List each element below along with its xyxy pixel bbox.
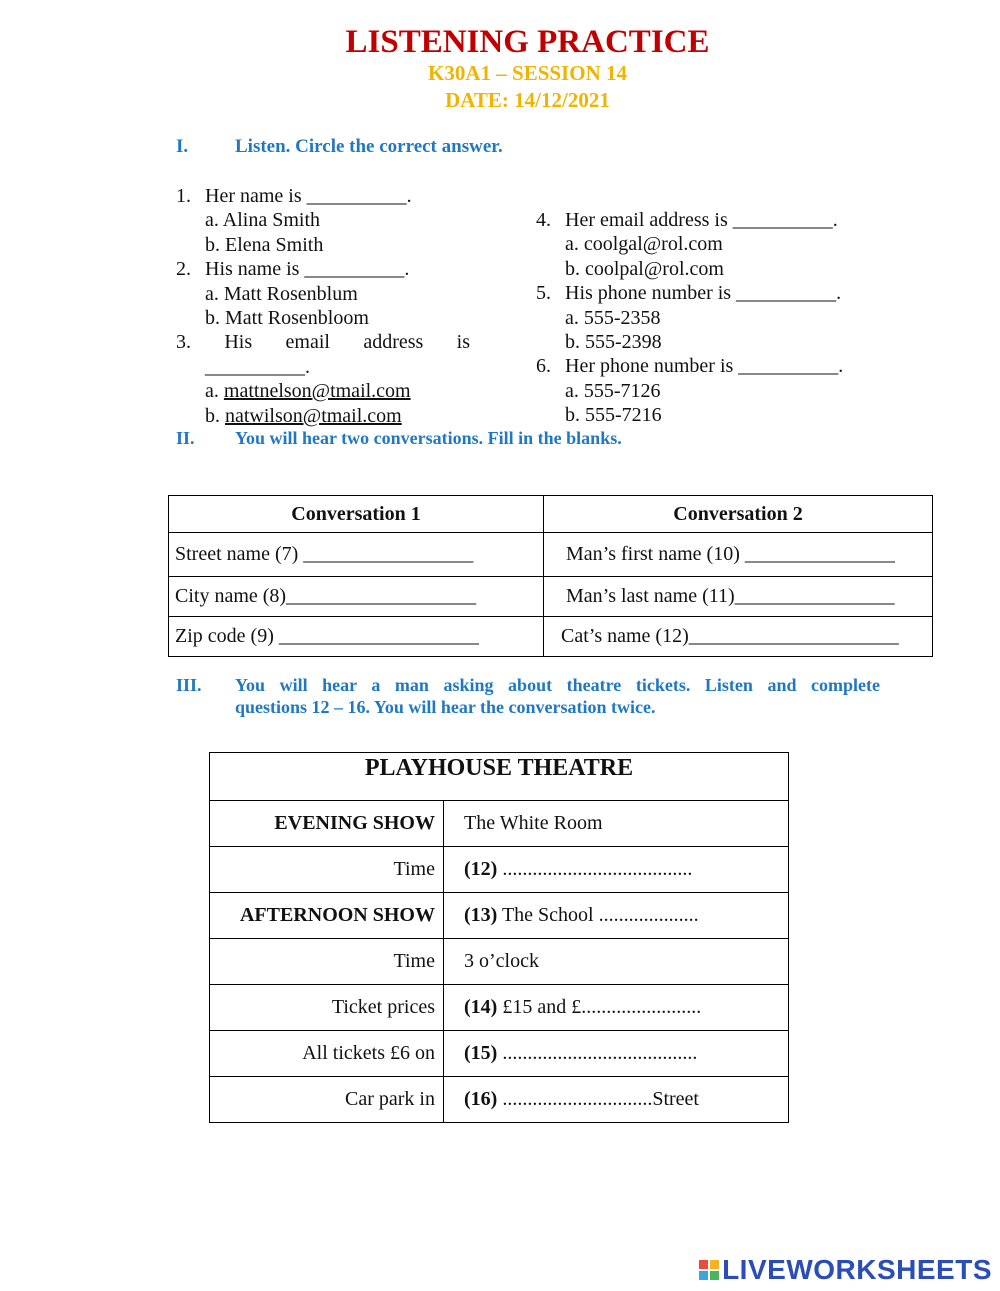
logo-blocks-icon	[699, 1260, 719, 1280]
answer-12-field[interactable]	[444, 847, 789, 893]
q3-option-b-email: natwilson@tmail.com	[225, 404, 402, 427]
q6-option-b[interactable]: b. 555-7216	[565, 404, 662, 427]
q4-text: Her email address is __________.	[565, 209, 838, 231]
session-label: K30A1 – SESSION 14	[428, 61, 627, 85]
row-label: Car park in	[210, 1077, 444, 1123]
conversation-table	[168, 495, 933, 657]
row-value	[444, 801, 789, 847]
q3-option-a-email: mattnelson@tmail.com	[223, 380, 411, 403]
section1-instruction: Listen. Circle the correct answer.	[235, 136, 503, 157]
question-number: (14)	[464, 996, 498, 1018]
q3-word: email	[285, 331, 330, 354]
row-label: Time	[210, 847, 444, 893]
q6-number: 6.	[536, 355, 551, 378]
table-row	[210, 939, 789, 985]
table-row	[210, 985, 789, 1031]
table-row	[210, 847, 789, 893]
value-text: ..............................Street	[497, 1088, 699, 1110]
section1-heading	[176, 136, 503, 158]
q1-number: 1.	[176, 185, 191, 207]
section2-instruction: You will hear two conversations. Fill in the blanks.	[235, 428, 622, 448]
q2-option-a[interactable]: a. Matt Rosenblum	[205, 282, 358, 305]
q1-option-a[interactable]: a. Alina Smith	[205, 209, 320, 232]
q3-number: 3.	[176, 331, 191, 354]
answer-16-field[interactable]	[444, 1077, 789, 1123]
section3-heading	[176, 674, 880, 718]
q5-text: His phone number is __________.	[565, 282, 842, 305]
option-prefix: b.	[205, 404, 225, 427]
logo-block	[699, 1260, 708, 1269]
q3-option-a[interactable]	[176, 379, 470, 403]
answer-13-field[interactable]	[444, 893, 789, 939]
q4-option-a[interactable]: a. coolgal@rol.com	[565, 233, 723, 256]
q3-word: His	[224, 331, 253, 354]
last-name-field[interactable]: Man’s last name (11)________________	[544, 577, 933, 617]
value-text: 3 o’clock	[464, 950, 539, 972]
value-text: ......................................	[497, 858, 693, 880]
value-text: The School ....................	[497, 904, 699, 926]
row-label: EVENING SHOW	[210, 801, 444, 847]
q3-option-b[interactable]	[176, 404, 470, 428]
section3-instruction-line2: questions 12 – 16. You will hear the conversation twice.	[235, 697, 656, 717]
q4-number: 4.	[536, 209, 551, 231]
q3-blank: __________.	[205, 355, 310, 378]
q4-option-b[interactable]: b. coolpal@rol.com	[565, 257, 724, 280]
answer-15-field[interactable]	[444, 1031, 789, 1077]
table-row	[210, 801, 789, 847]
date-label: DATE: 14/12/2021	[445, 88, 610, 112]
question-number: (15)	[464, 1042, 498, 1064]
zip-code-field[interactable]: Zip code (9) ____________________	[169, 617, 544, 657]
value-text: £15 and £........................	[497, 996, 702, 1018]
option-prefix: a.	[205, 380, 224, 403]
section3-number: III.	[176, 675, 202, 695]
liveworksheets-logo[interactable]	[699, 1254, 992, 1286]
question-number: (16)	[464, 1088, 498, 1110]
questions-left-column	[176, 184, 470, 428]
section2-number: II.	[176, 428, 195, 448]
row-label: AFTERNOON SHOW	[210, 893, 444, 939]
first-name-field[interactable]: Man’s first name (10) _______________	[544, 533, 933, 577]
q2-option-b[interactable]: b. Matt Rosenbloom	[205, 307, 369, 330]
q2-text: His name is __________.	[205, 258, 410, 281]
value-text: .......................................	[497, 1042, 698, 1064]
logo-block	[710, 1271, 719, 1280]
q1-option-b[interactable]: b. Elena Smith	[205, 233, 324, 256]
q5-option-a[interactable]: a. 555-2358	[565, 306, 661, 329]
row-value	[444, 939, 789, 985]
logo-block	[710, 1260, 719, 1269]
cat-name-field[interactable]: Cat’s name (12)_____________________	[544, 617, 933, 657]
section1-number: I.	[176, 136, 189, 157]
question-number: (12)	[464, 858, 498, 880]
logo-block	[699, 1271, 708, 1280]
table-row	[210, 893, 789, 939]
q3-word: is	[456, 331, 470, 354]
page-title: LISTENING PRACTICE	[345, 24, 710, 60]
q2-number: 2.	[176, 258, 191, 281]
section2-heading	[176, 428, 622, 449]
q5-option-b[interactable]: b. 555-2398	[565, 331, 662, 354]
q5-number: 5.	[536, 282, 551, 305]
section3-instruction-line1: You will hear a man asking about theatre tickets. Listen and complete	[235, 675, 880, 695]
conversation-2-header: Conversation 2	[544, 496, 933, 533]
street-name-field[interactable]: Street name (7) _________________	[169, 533, 544, 577]
question-number: (13)	[464, 904, 498, 926]
row-label: Ticket prices	[210, 985, 444, 1031]
value-text: The White Room	[464, 812, 603, 834]
q3-word: address	[363, 331, 424, 354]
q3-text	[176, 330, 470, 354]
row-label: Time	[210, 939, 444, 985]
q6-option-a[interactable]: a. 555-7126	[565, 379, 661, 402]
questions-right-column	[536, 208, 843, 428]
q6-text: Her phone number is __________.	[565, 355, 844, 378]
row-label: All tickets £6 on	[210, 1031, 444, 1077]
theatre-table	[209, 752, 789, 1123]
theatre-title: PLAYHOUSE THEATRE	[210, 753, 789, 801]
city-name-field[interactable]: City name (8)___________________	[169, 577, 544, 617]
table-row	[210, 1077, 789, 1123]
answer-14-field[interactable]	[444, 985, 789, 1031]
table-row	[210, 1031, 789, 1077]
conversation-1-header: Conversation 1	[169, 496, 544, 533]
q1-text: Her name is __________.	[205, 185, 412, 207]
logo-text: LIVEWORKSHEETS	[722, 1254, 992, 1285]
